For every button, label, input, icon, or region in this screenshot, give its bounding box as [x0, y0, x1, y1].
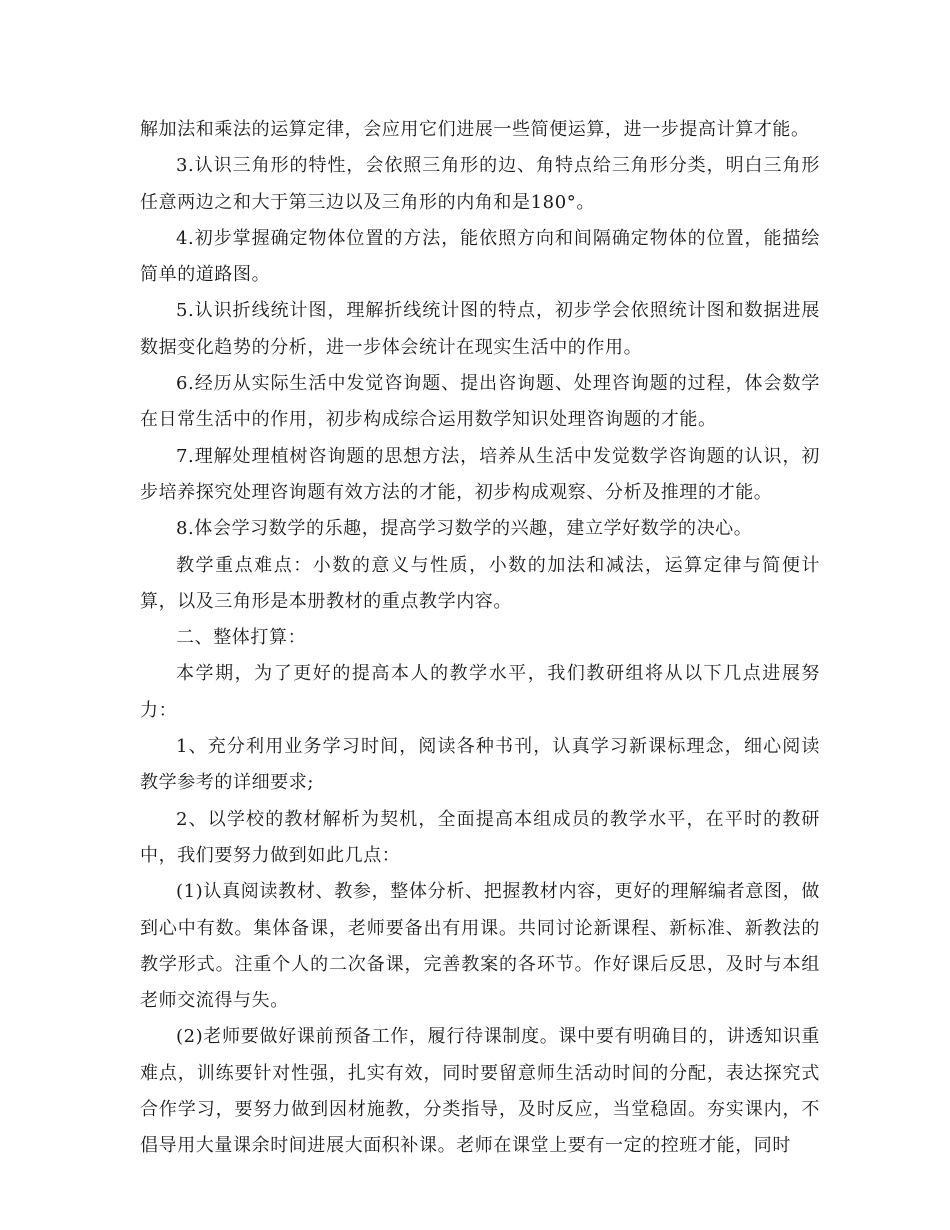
- paragraph-goal-3: 3.认识三角形的特性，会依照三角形的边、角特点给三角形分类，明白三角形任意两边之和大于第三边以及三角形的内角和是180°。: [140, 155, 820, 213]
- paragraph-item-2: 2、以学校的教材解析为契机，全面提高本组成员的教学水平，在平时的教研中，我们要努力做到如此几点：: [140, 808, 820, 866]
- paragraph-intro: 本学期，为了更好的提高本人的教学水平，我们教研组将从以下几点进展努力：: [140, 663, 820, 721]
- paragraph-goal-5: 5.认识折线统计图，理解折线统计图的特点，初步学会依照统计图和数据进展数据变化趋势的分析，进一步体会统计在现实生活中的作用。: [140, 300, 820, 358]
- paragraph-goal-8: 8.体会学习数学的乐趣，提高学习数学的兴趣，建立学好数学的决心。: [176, 518, 753, 540]
- paragraph-goal-6: 6.经历从实际生活中发觉咨询题、提出咨询题、处理咨询题的过程，体会数学在日常生活中的作用，初步构成综合运用数学知识处理咨询题的才能。: [140, 373, 820, 431]
- paragraph-subitem-2: (2)老师要做好课前预备工作，履行待课制度。课中要有明确目的，讲透知识重难点，训练要针对性强，扎实有效，同时要留意师生活动时间的分配，表达探究式合作学习，要努力做到因材施教，分类指导，及时反应，当堂稳固。夯实课内，不倡导用大量课余时间进展大面积补课。老师在课堂上要有一定的控班才能，同时: [140, 1026, 820, 1157]
- paragraph-subitem-1: (1)认真阅读教材、教参，整体分析、把握教材内容，更好的理解编者意图，做到心中有数。集体备课，老师要备出有用课。共同讨论新课程、新标准、新教法的教学形式。注重个人的二次备课，完善教案的各环节。作好课后反思，及时与本组老师交流得与失。: [140, 881, 820, 1012]
- document-body: [140, 112, 820, 1165]
- paragraph-goal-4: 4.初步掌握确定物体位置的方法，能依照方向和间隔确定物体的位置，能描绘简单的道路图。: [140, 227, 820, 286]
- paragraph-goal-7: 7.理解处理植树咨询题的思想方法，培养从生活中发觉数学咨询题的认识，初步培养探究处理咨询题有效方法的才能，初步构成观察、分析及推理的才能。: [140, 445, 820, 503]
- paragraph-continuation: 解加法和乘法的运算定律，会应用它们进展一些简便运算，进一步提高计算才能。: [140, 119, 810, 140]
- paragraph-key-points: 教学重点难点：小数的意义与性质，小数的加法和减法，运算定律与简便计算，以及三角形是本册教材的重点教学内容。: [140, 554, 820, 612]
- section-heading-overall-plan: 二、整体打算：: [176, 627, 307, 649]
- paragraph-item-1: 1、充分利用业务学习时间，阅读各种书刊，认真学习新课标理念，细心阅读教学参考的详细要求;: [140, 736, 820, 794]
